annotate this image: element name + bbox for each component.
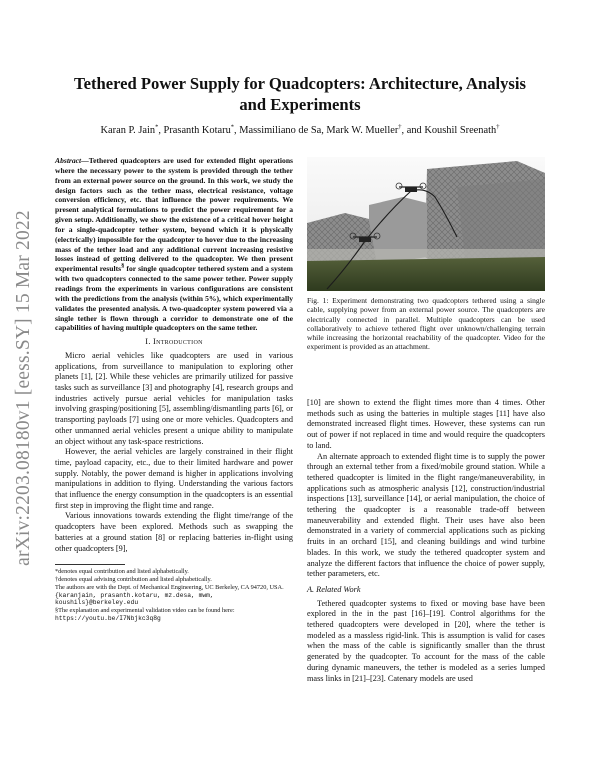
video-link[interactable]: https://youtu.be/I7Nbjkc3q8g: [55, 615, 161, 623]
equal-advising-mark: †: [398, 123, 402, 131]
footnote: †denotes equal advising contribution and listed alphabetically.: [55, 576, 212, 584]
separator: , and: [401, 125, 425, 136]
separator: ,: [321, 125, 327, 136]
grass-ground: [307, 257, 545, 291]
video-note: §The explanation and experimental validation video can be found here:: [55, 607, 235, 615]
abstract: [55, 156, 293, 333]
left-column: [55, 156, 293, 623]
separator: ,: [158, 125, 164, 136]
equal-contribution-mark: *: [155, 123, 159, 131]
author-name: Prasanth Kotaru: [163, 125, 231, 136]
right-column: [307, 398, 545, 684]
equal-advising-mark: †: [496, 123, 500, 131]
separator: ,: [234, 125, 240, 136]
author-name: Karan P. Jain: [100, 125, 156, 136]
author-name: Mark W. Mueller: [326, 125, 399, 136]
author-emails: {karanjain, prasanth.kotaru, mz.desa, mwm, koushils}@berkeley.edu: [55, 591, 214, 607]
video-footnote-mark: §: [121, 262, 125, 270]
footnote-divider: [55, 564, 125, 565]
subsection-heading-related-work: A. Related Work: [307, 584, 361, 594]
paragraph: Micro aerial vehicles like quadcopters are used in various applications, from surveillance to manipulation to exploring other planets [1], [2]. While these vehicles are primarily utilized for passive tasks such as surveillance [3] and photography [4], research groups and industries actively pursue aerial vehicles for manipulation tasks involving grasping/positioning [5], assembling/dismantling parts [6], or transporting payloads [7] using one or more vehicles. Quadcopters and other unmanned aerial vehicles present a unique ability to manipulate an object without any task-space restrictions.: [55, 350, 293, 446]
author-name: Koushil Sreenath: [424, 125, 497, 136]
equal-contribution-mark: *: [230, 123, 235, 131]
abstract-label: Abstract: [55, 156, 82, 165]
paragraph: Various innovations towards extending the flight time/range of the quadcopters have been explored. Methods such as swapping the batteries at a ground station [8] or replacing batteries in-flight using other quadcopters [9],: [55, 511, 293, 553]
figure-1-photo: [307, 157, 545, 291]
paper-title: Tethered Power Supply for Quadcopters: Architecture, Analysis and Experiments: [74, 74, 526, 114]
footnote: *denotes equal contribution and listed alphabetically.: [55, 568, 189, 576]
figure-1-caption: Fig. 1: Experiment demonstrating two quadcopters tethered using a single cable, supplying power from an external power source. The quadcopters are electrically connected in parallel. Multiple quadcopters can be used collaboratively to achieve tethered flight over unknown/challenging terrain while increasing the horizontal reachability of the quadcopter. Video for the experiment is provided as an attachment.: [307, 296, 545, 352]
section-heading-introduction: I. Introduction: [145, 337, 203, 347]
author-list: [60, 125, 540, 136]
paragraph: However, the aerial vehicles are largely constrained in their flight time, payload capacity, etc., due to their limited hardware and power supply. Notably, the power demand is higher in applications involving manipulations in addition to flying. Understanding the various factors that influence the energy consumption in the quadcopters is an essential first step in improving the flight time and range.: [55, 447, 293, 510]
footnote: [55, 607, 293, 623]
footnote: [55, 584, 293, 607]
author-name: Massimiliano de Sa: [239, 125, 322, 136]
abstract-text: —Tethered quadcopters are used for extended flight operations where the necessary power to the system is provided through the tether from an external power source on the ground. In this work, we study the design factors such as the tether mass, electrical resistance, voltage conversion efficiency, etc. that influence the power requirements. We present analytical formulations to predict the power requirement for a given setup. Additionally, we show the existence of a critical hover height for a single-quadcopter tether system, beyond which it is physically (electrically) impossible for the quadcopter to hover due to the increasing mass of the tether load and any additional current increasing resistive losses instead of getting delivered to the quadcopter. We then present experimental results: [55, 156, 293, 274]
abstract-text-continued: for single quadcopter tethered system and a system with two quadcopters connected to the same power tether. Power supply readings from the experiments in various configurations are consistent with the predictions from the analysis (within 5%), which experimentally validates the presented analysis. A two-quadcopter system powered via a single tether is flown through a corridor to demonstrate one of the capabilities of having multiple quadcopters on the same tether.: [55, 264, 293, 333]
paragraph: [10] are shown to extend the flight times more than 4 times. Other methods such as using the batteries in multiple stages [11] have also demonstrated increased flight times. However, these systems can run out of power if not replaced in time and would require the quadcopters to land.: [307, 398, 545, 450]
arxiv-identifier: [6, 168, 42, 608]
paragraph: Tethered quadcopter systems to fixed or moving base have been explored in the in the past [16]–[19]. Control algorithms for the tethered quadcopters were developed in [20], where the tether is modeled as a massless rigid-link. This is assumption is valid for cases when the mass of the cable is significantly smaller than the thrust generated by the quadcopter. To account for the mass of the cable during dynamic maneuvers, the tether is modeled as a series lumped mass links in [21]–[23]. Catenary models are used: [307, 598, 545, 683]
footnotes: [55, 568, 293, 623]
paragraph: An alternate approach to extended flight time is to supply the power through an external tether from a fixed/mobile ground station. While a tethered quadcopter is limited in the flight range/maneuverability, in applications such as atmospheric analysis [12], construction/industrial inspections [13], surveillance [14], or aerial manipulation, the choice of tethering the quadcopter is a reasonable trade-off between maneuverability and extended flight. Their uses have also been demonstrated in a variety of commercial applications such as picking fruits in an orchard [15], and cleaning buildings and wind turbine blades. In this work, we study the tethered quadcopter system and analyze the different factors that influence the choice of power supply, tether parameters, etc.: [307, 451, 545, 579]
affiliation-text: The authors are with the Dept. of Mechanical Engineering, UC Berkeley, CA 94720, USA.: [55, 583, 284, 591]
arxiv-identifier-text: arXiv:2203.08180v1 [eess.SY] 15 Mar 2022: [13, 210, 34, 566]
experiment-photo: [307, 157, 545, 291]
